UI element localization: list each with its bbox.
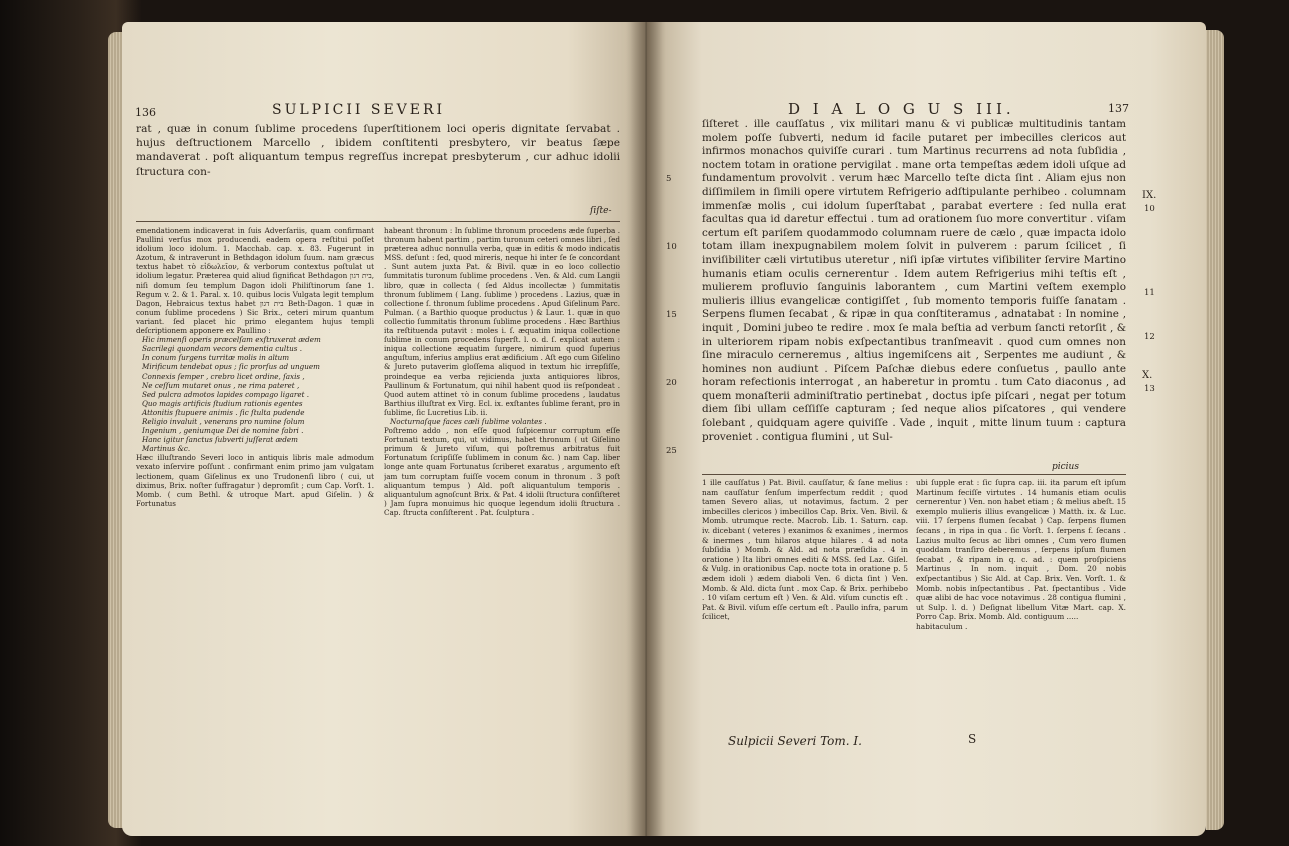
running-head-right: D I A L O G U S III. xyxy=(788,100,1015,118)
chapter-mark: 12 xyxy=(1144,332,1155,342)
verse-line: Ne ceſſum mutaret onus , ne rima pateret , xyxy=(142,380,300,390)
verse-line: Hic immenſi operis præcelſam exſtruxerat ædem xyxy=(142,335,321,345)
verse-line: Connexis ſemper , crebro licet ordine, ſaxis , xyxy=(142,371,305,381)
line-number: 15 xyxy=(666,310,677,320)
footer-signature: Sulpicii Severi Tom. I. xyxy=(728,734,862,748)
chapter-mark: X. xyxy=(1142,370,1153,381)
catchword-left: ſiſte- xyxy=(590,206,612,216)
line-number: 5 xyxy=(666,174,672,184)
verse-line: Quo magis artificis ſtudium rationis egentes xyxy=(142,398,303,408)
notes-divider-left xyxy=(136,221,620,222)
page-number-left: 136 xyxy=(135,106,156,119)
verse-line: In conum ſurgens turritæ molis in altum xyxy=(142,353,290,363)
verse-line: Religio invaluit , venerans pro numine ſolum xyxy=(142,416,305,426)
verse-line: Nocturnaſque faces cæli ſublime volantes . xyxy=(390,416,547,426)
right-page-edges xyxy=(1206,30,1224,830)
notes-divider-right xyxy=(702,474,1126,475)
signature-mark: S xyxy=(968,732,977,746)
verse-line: Ingenium , geniumque Dei de nomine fabri . xyxy=(142,426,304,436)
line-number: 20 xyxy=(666,378,677,388)
notes-column-2-right: ubi ſupple erat : ſic ſupra cap. iii. ita parum eſt ipſum Martinum feciſſe virtutes . 14 humanis etiam oculis cernerentur ) Ven. non habet etiam ; & melius abeſt. 15 exemplo mulieris illius evangelicæ ) Matth. ix. & Luc. viii. 17 ſerpens flumen ſecabat ) Cap. ſerpens flumen ſecans , in ripa in qua . ſic Vorſt. 1. ſerpens f. ſecans . Lazius multo ſecus ac libri omnes , Cum vero flumen quoddam tranſiro deberemus , ſerpens ipſum flumen ſecabat , & ripam in q. c. ad. : quem proſpiciens Martinus , In nom. inquit , Dom. 20 nobis exſpectantibus ) Sic Ald. at Cap. Brix. Ven. Vorſt. 1. & Momb. nobis inſpectantibus . Pat. ſpectantibus . Vide quæ alibi de hac voce notavimus . 28 contigua flumini , ut Sulp. l. d. ) Deſignat libellum Vitæ Mart. cap. X. Porro Cap. Brix. Momb. Ald. contiguum ..... habitaculum . xyxy=(916,478,1126,631)
main-text-left: rat , quæ in conum ſublime procedens ſuperſtitionem loci operis dignitate ſervabat . hujus deſtructionem Marcello , ibidem conſtitenti presbytero, vir beatus ſæpe mandaverat . poſt aliquantum tempus regreſſus increpat presbyterum , cur adhuc idolii ſtructura con- xyxy=(136,123,620,178)
chapter-mark: IX. xyxy=(1142,190,1157,201)
main-text-right: ſiſteret . ille cauſſatus , vix militari manu & vi publicæ multitudinis tantam molem poſſe ſubverti, nedum id facile putaret per imbecilles clericos aut infirmos monachos quiviſſe curari . tum Martinus recurrens ad nota ſubſidia , noctem totam in oratione pervigilat . mane orta tempeſtas ædem idoli uſque ad fundamentum provolvit . verum hæc Marcello teſte dicta ſint . Aliam ejus non diſſimilem in ſimili opere virtutem Refrigerio adſtipulante perhibeo . columnam immenſæ molis , cui idolum ſuperſtabat , parabat evertere : ſed nulla erat facultas qua id daretur effectui . tum ad orationem ſuo more convertitur . viſam certum eſt pariſem quodammodo columnam ruere de cælo , quæ impacta idolo totam illam inexpugnabilem molem ſolvit in pulverem : parum ſcilicet , ſi inviſibiliter cæli virtutibus uteretur , niſi ipſæ virtutes viſibiliter ſervire Martino humanis etiam oculis cernerentur . Idem autem Refrigerius mihi teſtis eſt , mulierem profluvio ſanguinis laborantem , cum Martini veſtem exemplo mulieris illius evangelicæ contigiſſet , ſub momento temporis fuiſſe ſanatam . Serpens flumen ſecabat , & ripæ in qua conſtiteramus , adnatabat : In nomine , inquit , Domini jubeo te redire . mox ſe mala beſtia ad verbum ſancti retorſit , & in ulteriorem ripam nobis exſpectantibus tranſmeavit . quod cum omnes non ſine miraculo cerneremus , altius ingemiſcens ait , Serpentes me audiunt , & homines non audiunt . Piſcem Paſchæ diebus edere conſuetus , paullo ante horam refectionis interrogat , an haberetur in promtu . tum Cato diaconus , ad quem monaſterii adminiſtratio pertinebat , doctus ipſe piſcari , negat per totum diem ſibi ullam ceſſiſſe capturam ; ſed neque alios piſcatores , qui vendere ſolebant , quidquam agere quiviſſe . Vade , inquit , mitte linum tuum : captura proveniet . contigua flumini , ut Sul- xyxy=(702,118,1126,443)
running-head-left: SULPICII SEVERI xyxy=(272,102,446,118)
verse-line: Sacrilegi quondam vecors dementia cultus . xyxy=(142,344,302,354)
verse-line: Mirificum tendebat opus ; ſic prorſus ad unguem xyxy=(142,362,320,372)
line-number: 25 xyxy=(666,446,677,456)
catchword-right: picius xyxy=(1052,462,1079,472)
verse-line: Hanc igitur ſanctus ſubverti juſſerat ædem xyxy=(142,435,298,445)
verse-line: Attonitis ſtupuere animis . ſic ſtulta pudende xyxy=(142,407,305,417)
notes-column-1-left: emendationem indicaverat in ſuis Adverſariis, quam confirmant Paullini verſus mox producendi. eadem opera reſtitui poſſet idolium loco idolum. 1. Macchab. cap. x. 83. Fugerunt in Azotum, & intraverunt in Bethdagon idolum ſuum. nam græcus textus habet τὸ εἰδωλεῖον, & verborum contextus poſtulat ut idolium legatur. Præterea quid aliud ſignificat Bethdagon בית דגון, niſi domum ſeu templum Dagon idoli Philiſtinorum ſane 1. Regum v. 2. & 1. Paral. x. 10. quibus locis Vulgata legit templum Dagon, Hebraicus textus habet בית דגון Beth-Dagon. 1 quæ in conum ſublime procedens ) Sic Brix., ceteri mirum quantum variant. ſed placet hic primo elegantem hujus templi deſcriptionem apponere ex Paullino : Hic immenſi operis præcelſam exſtruxerat ædem Sacrilegi quondam vecors dementia cultus . In conum ſurgens turritæ molis in altum Mirificum tendebat opus ; ſic prorſus ad unguem Connexis ſemper , crebro licet ordine, ſaxis , Ne ceſſum mutaret onus , ne rima pateret , Sed pulcra admotos lapides compago ligaret . Quo magis artificis ſtudium rationis egentes Attonitis ſtupuere animis . ſic ſtulta pudende Religio invaluit , venerans pro numine ſolum Ingenium , geniumque Dei de nomine fabri . Hanc igitur ſanctus ſubverti juſſerat ædem Martinus &c. Hæc illuſtrando Severi loco in antiquis libris male admodum vexato inſervire poſſunt . confirmant enim primo jam vulgatam lectionem, quam Giſelinus ex uno Trudonenſi libro ( cui, ut diximus, Brix. noſter ſuffragatur ) depromſit ; cum Cap. Vorſt. 1. Momb. ( cum Bethl. & utroque Mart. apud Giſelin. ) & Fortunatus xyxy=(136,226,374,508)
line-number: 10 xyxy=(666,242,677,252)
notes-column-1-right: 1 ille cauſſatus ) Pat. Bivil. cauſſatur, & ſane melius : nam cauſſatur ſenſum imperfectum reddit ; quod tamen Severo alias, ut notavimus, factum. 2 per imbecilles clericos ) imbecillos Cap. Brix. Ven. Bivil. & Momb. utrumque recte. Macrob. Lib. 1. Saturn. cap. iv. dicebant ( veteres ) exanimos & exanimes , inermos & inermes , tum hilaros atque hilares . 4 ad nota ſubſidia ) Momb. & Ald. ad nota præſidia . 4 in oratione ) Ita libri omnes editi & MSS. ſed Laz. Giſel. & Vulg. in orationibus Cap. nocte tota in oratione p. 5 ædem idoli ) ædem diaboli Ven. 6 dicta ſint ) Ven. Momb. & Ald. dicta ſunt . mox Cap. & Brix. perhibebo . 10 viſam certum eſt ) Ven. & Ald. viſum cunctis eſt . Pat. & Bivil. viſum eſſe certum eſt . Paullo infra, parum ſcilicet, xyxy=(702,478,908,622)
notes-column-2-left: habeant thronum : In ſublime thronum procedens æde ſuperba . thronum habent partim , partim turonum ceteri omnes libri , ſed præterea adhuc nonnulla verba, quæ in editis & modo indicatis MSS. deſunt : ſed, quod mireris, neque hi inter ſe ſe concordant . Sunt autem juxta Pat. & Bivil. quæ in eo loco collectio ſummitatis turonum ſublime procedens . Ven. & Ald. cum Langii libro, quæ in collecta ( ſed Aldus incollectæ ) ſummitatis thronum ſublimem ( Lang. ſublime ) procedens . Lazius, quæ in collectione ſ. thronum ſublime procedens . Apud Giſelinum Parc. Pulman. ( a Barthio quoque productus ) & Laur. 1. quæ in quo collectio ſummitatis thronum ſublime procedens . Hæc Barthius ita reſtituenda putavit : moles i. ſ. æquatim iniqua collectione ſublime in conum procedens ſuperſt. l. o. d. ſ. explicat autem : iniqua collectione æquatim ſurgere, nimirum quod ſuperius anguſtum, inferius amplius erat ædificium . Aſt ego cum Giſelino & Jureto putaverim gloſſema aliquod in textum hic irrepſiſſe, proindeque ea verba rejicienda juxta antiquiores libros, Paullinum & Fortunatum, qui nihil habent quod iis reſpondeat . Quod autem attinet τὸ in conum ſublime procedens , laudatus Barthius illuſtrat ex Virg. Ecl. ix. exſtantes ſublime ferant, pro in ſublime, ſic Lucretius Lib. ii. Nocturnaſque faces cæli ſublime volantes . Poſtremo addo , non eſſe quod ſuſpicemur corruptum eſſe Fortunati textum, qui, ut vidimus, habet thronum ( ut Giſelino primum & Jureto viſum, qui poſtremus arbitratus fuit Fortunatum ſcripſiſſe ſublimem in conum &c. ) nam Cap. liber longe ante quam Fortunatus ſcriberet exaratus , argumento eſt jam tum corruptam fuiſſe vocem conum in thronum . 3 poſt aliquantum tempus ) Ald. poſt aliquantulum temporis . aliquantulum agnoſcunt Brix. & Pat. 4 idolii ſtructura conſiſteret ) Jam ſupra monuimus hic quoque legendum idolii ſtructura . Cap. ſtructa conſiſterent . Pat. ſculptura . xyxy=(384,226,620,517)
chapter-mark: 11 xyxy=(1144,288,1155,298)
left-page xyxy=(122,22,646,836)
verse-line: Martinus &c. xyxy=(142,444,191,454)
verse-line: Sed pulcra admotos lapides compago ligaret . xyxy=(142,389,310,399)
right-page xyxy=(646,22,1206,836)
paullinus-verses xyxy=(136,335,374,453)
chapter-mark: 10 xyxy=(1144,204,1155,214)
chapter-mark: 13 xyxy=(1144,384,1155,394)
page-number-right: 137 xyxy=(1108,102,1129,115)
